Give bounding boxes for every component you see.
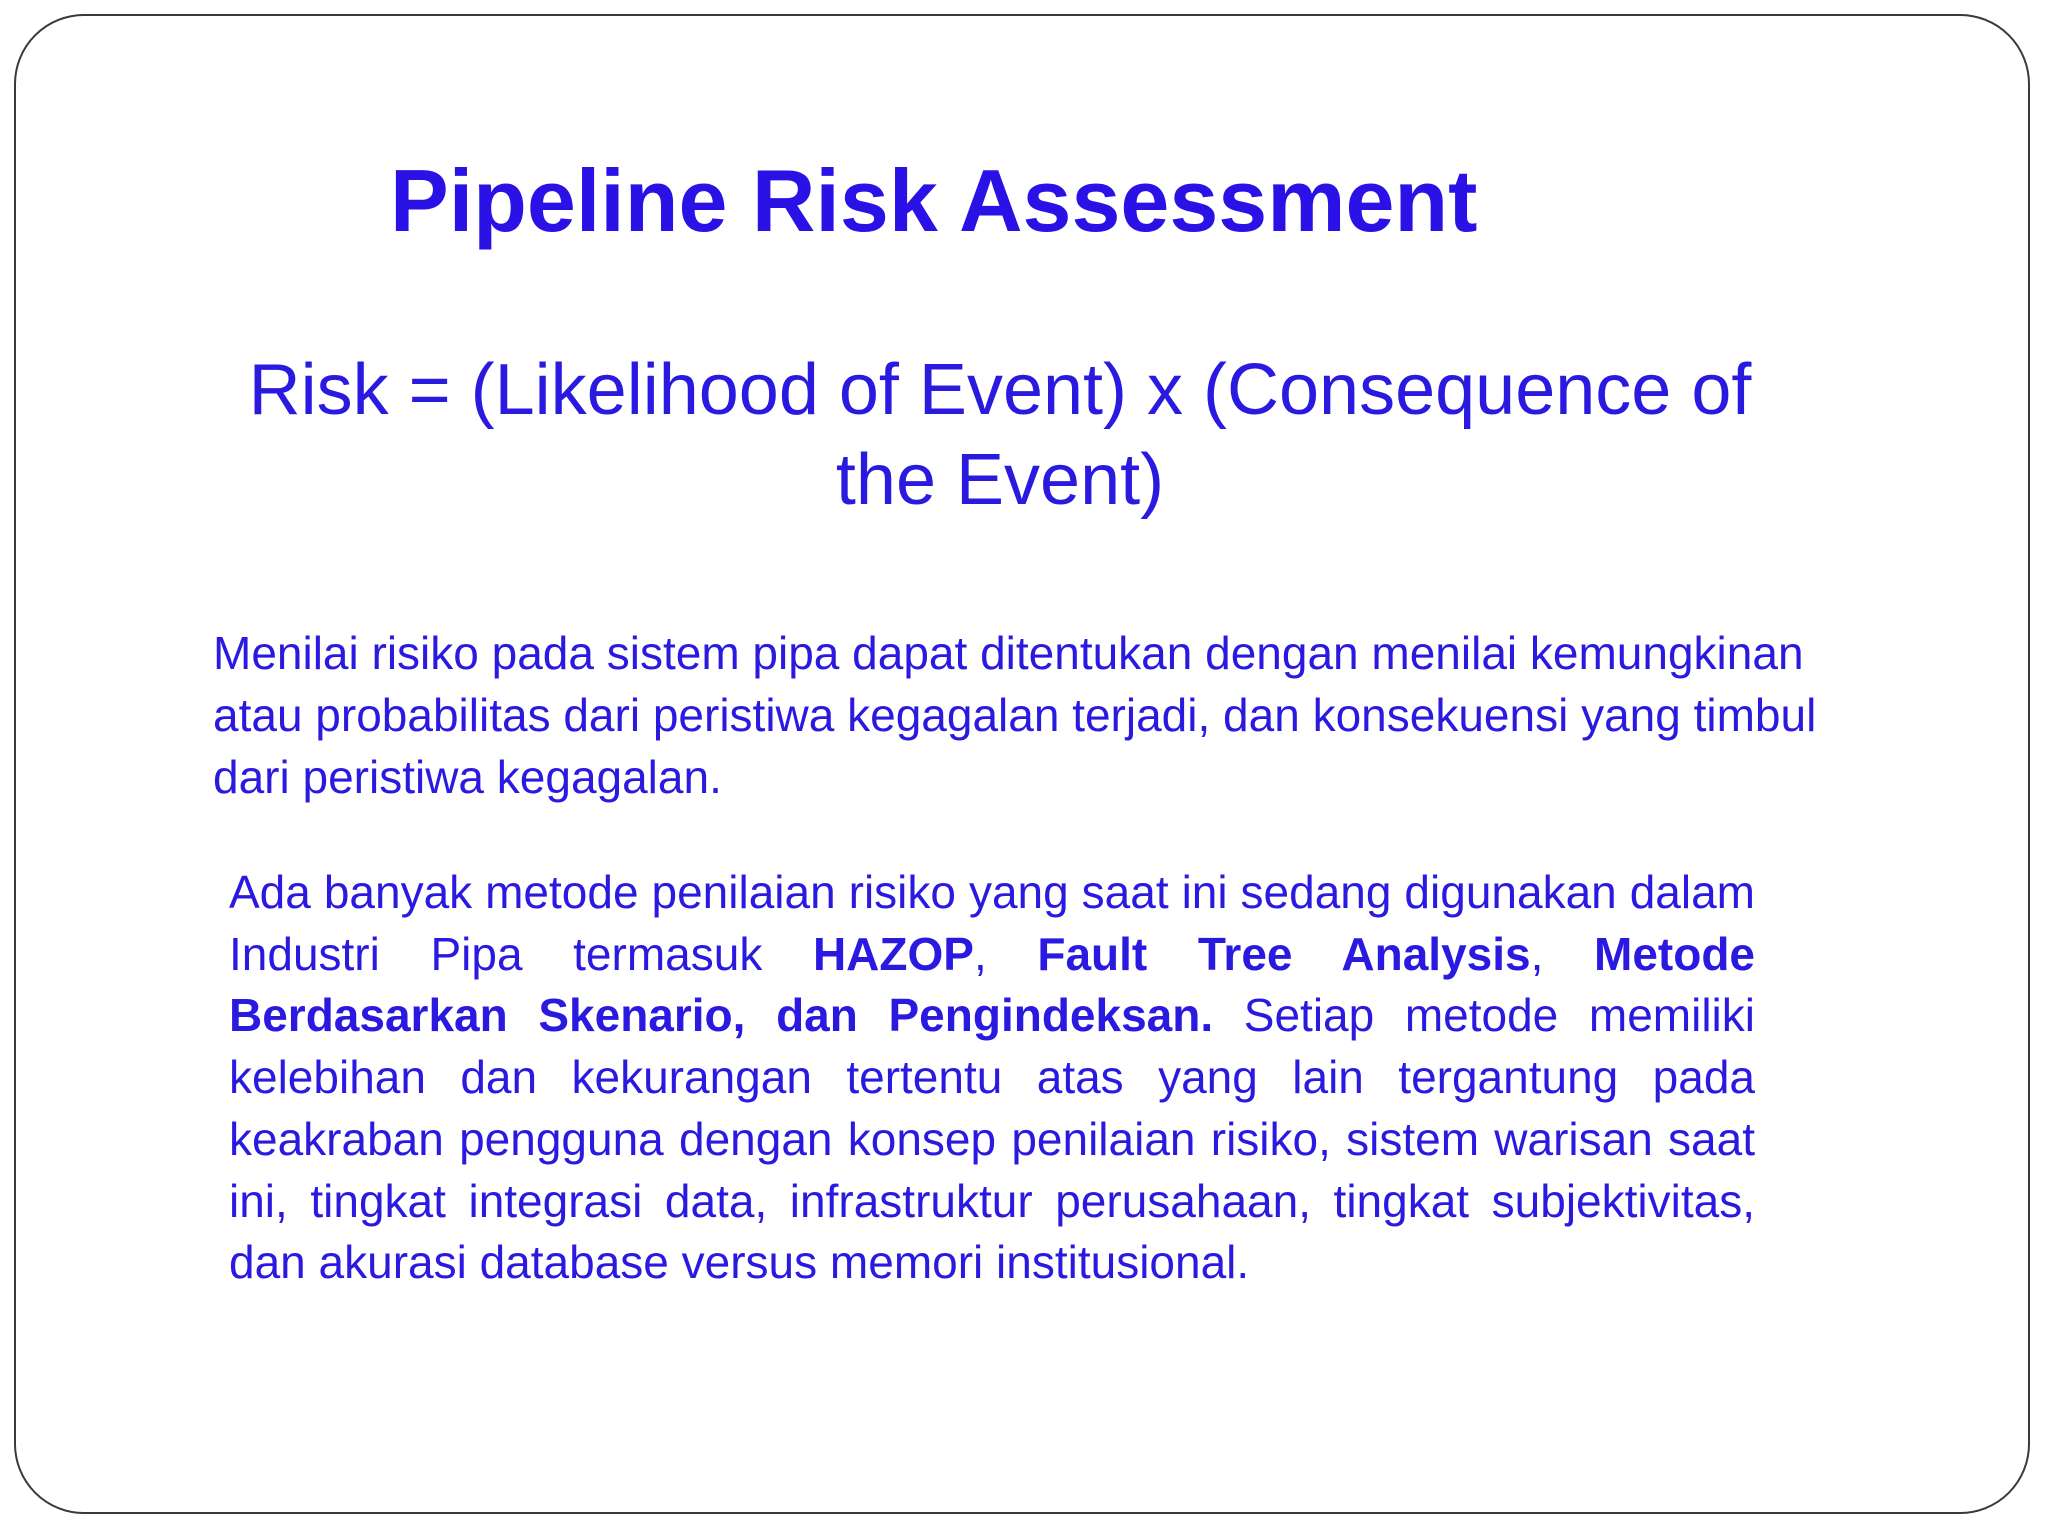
risk-formula: Risk = (Likelihood of Event) x (Consequence of the Event) — [248, 350, 1752, 520]
method-fault-tree-analysis: Fault Tree Analysis — [1037, 927, 1531, 980]
methods-intro-text: Ada banyak metode penilaian risiko yang saat ini sedang digunakan dalam Industri Pipa termasuk — [229, 866, 1755, 980]
separator: , — [1530, 927, 1595, 980]
method-scenario-indexing: Metode Berdasarkan Skenario, dan Pengindeksan. — [229, 927, 1756, 1042]
slide-title: Pipeline Risk Assessment — [390, 151, 1478, 250]
paragraph-risk-definition: Menilai risiko pada sistem pipa dapat ditentukan dengan menilai kemungkinan atau probabilitas dari peristiwa kegagalan terjadi, dan konsekuensi yang timbul dari peristiwa kegagalan. — [213, 627, 1817, 803]
paragraph-methods — [229, 862, 1755, 1294]
methods-rest-text: Setiap metode memiliki kelebihan dan kekurangan tertentu atas yang lain tergantung pada keakraban pengguna dengan konsep penilaian risiko, sistem warisan saat ini, tingkat integrasi data, infrastruktur perusahaan, tingkat subjektivitas, dan akurasi database versus memori institusional. — [229, 989, 1755, 1289]
method-hazop: HAZOP — [812, 927, 974, 980]
separator: , — [973, 927, 1038, 980]
